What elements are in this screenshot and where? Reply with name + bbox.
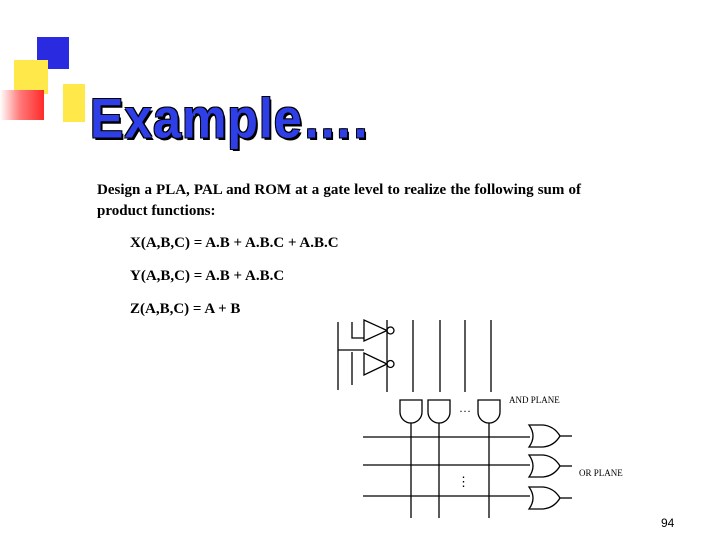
or-gate-2	[529, 455, 560, 477]
equation-y: Y(A,B,C) = A.B + A.B.C	[130, 268, 285, 284]
and-gate-1	[400, 400, 422, 423]
and-gate-2	[428, 400, 450, 423]
or-gates	[529, 425, 572, 509]
and-gates	[400, 400, 500, 423]
ellipsis-horizontal: …	[459, 401, 471, 415]
and-gate-3	[478, 400, 500, 423]
inverter-bubble-b	[387, 361, 394, 368]
or-plane-label: OR PLANE	[579, 468, 623, 478]
inverter-a	[364, 320, 387, 341]
or-gate-1	[529, 425, 560, 447]
ellipsis-vertical: ⋮	[457, 474, 470, 489]
input-b-circuit	[338, 350, 394, 385]
literal-lines	[387, 320, 491, 392]
or-gate-3	[529, 487, 560, 509]
equation-z: Z(A,B,C) = A + B	[130, 301, 241, 317]
page-number: 94	[661, 516, 675, 530]
slide-title: Example….	[90, 87, 369, 150]
inverter-bubble-a	[387, 327, 394, 334]
inverter-b	[364, 353, 387, 375]
and-plane-label: AND PLANE	[509, 395, 560, 405]
or-input-lines	[363, 437, 530, 496]
equation-x: X(A,B,C) = A.B + A.B.C + A.B.C	[130, 235, 339, 251]
problem-statement: Design a PLA, PAL and ROM at a gate level to realize the following sum of product functions:	[97, 182, 581, 219]
